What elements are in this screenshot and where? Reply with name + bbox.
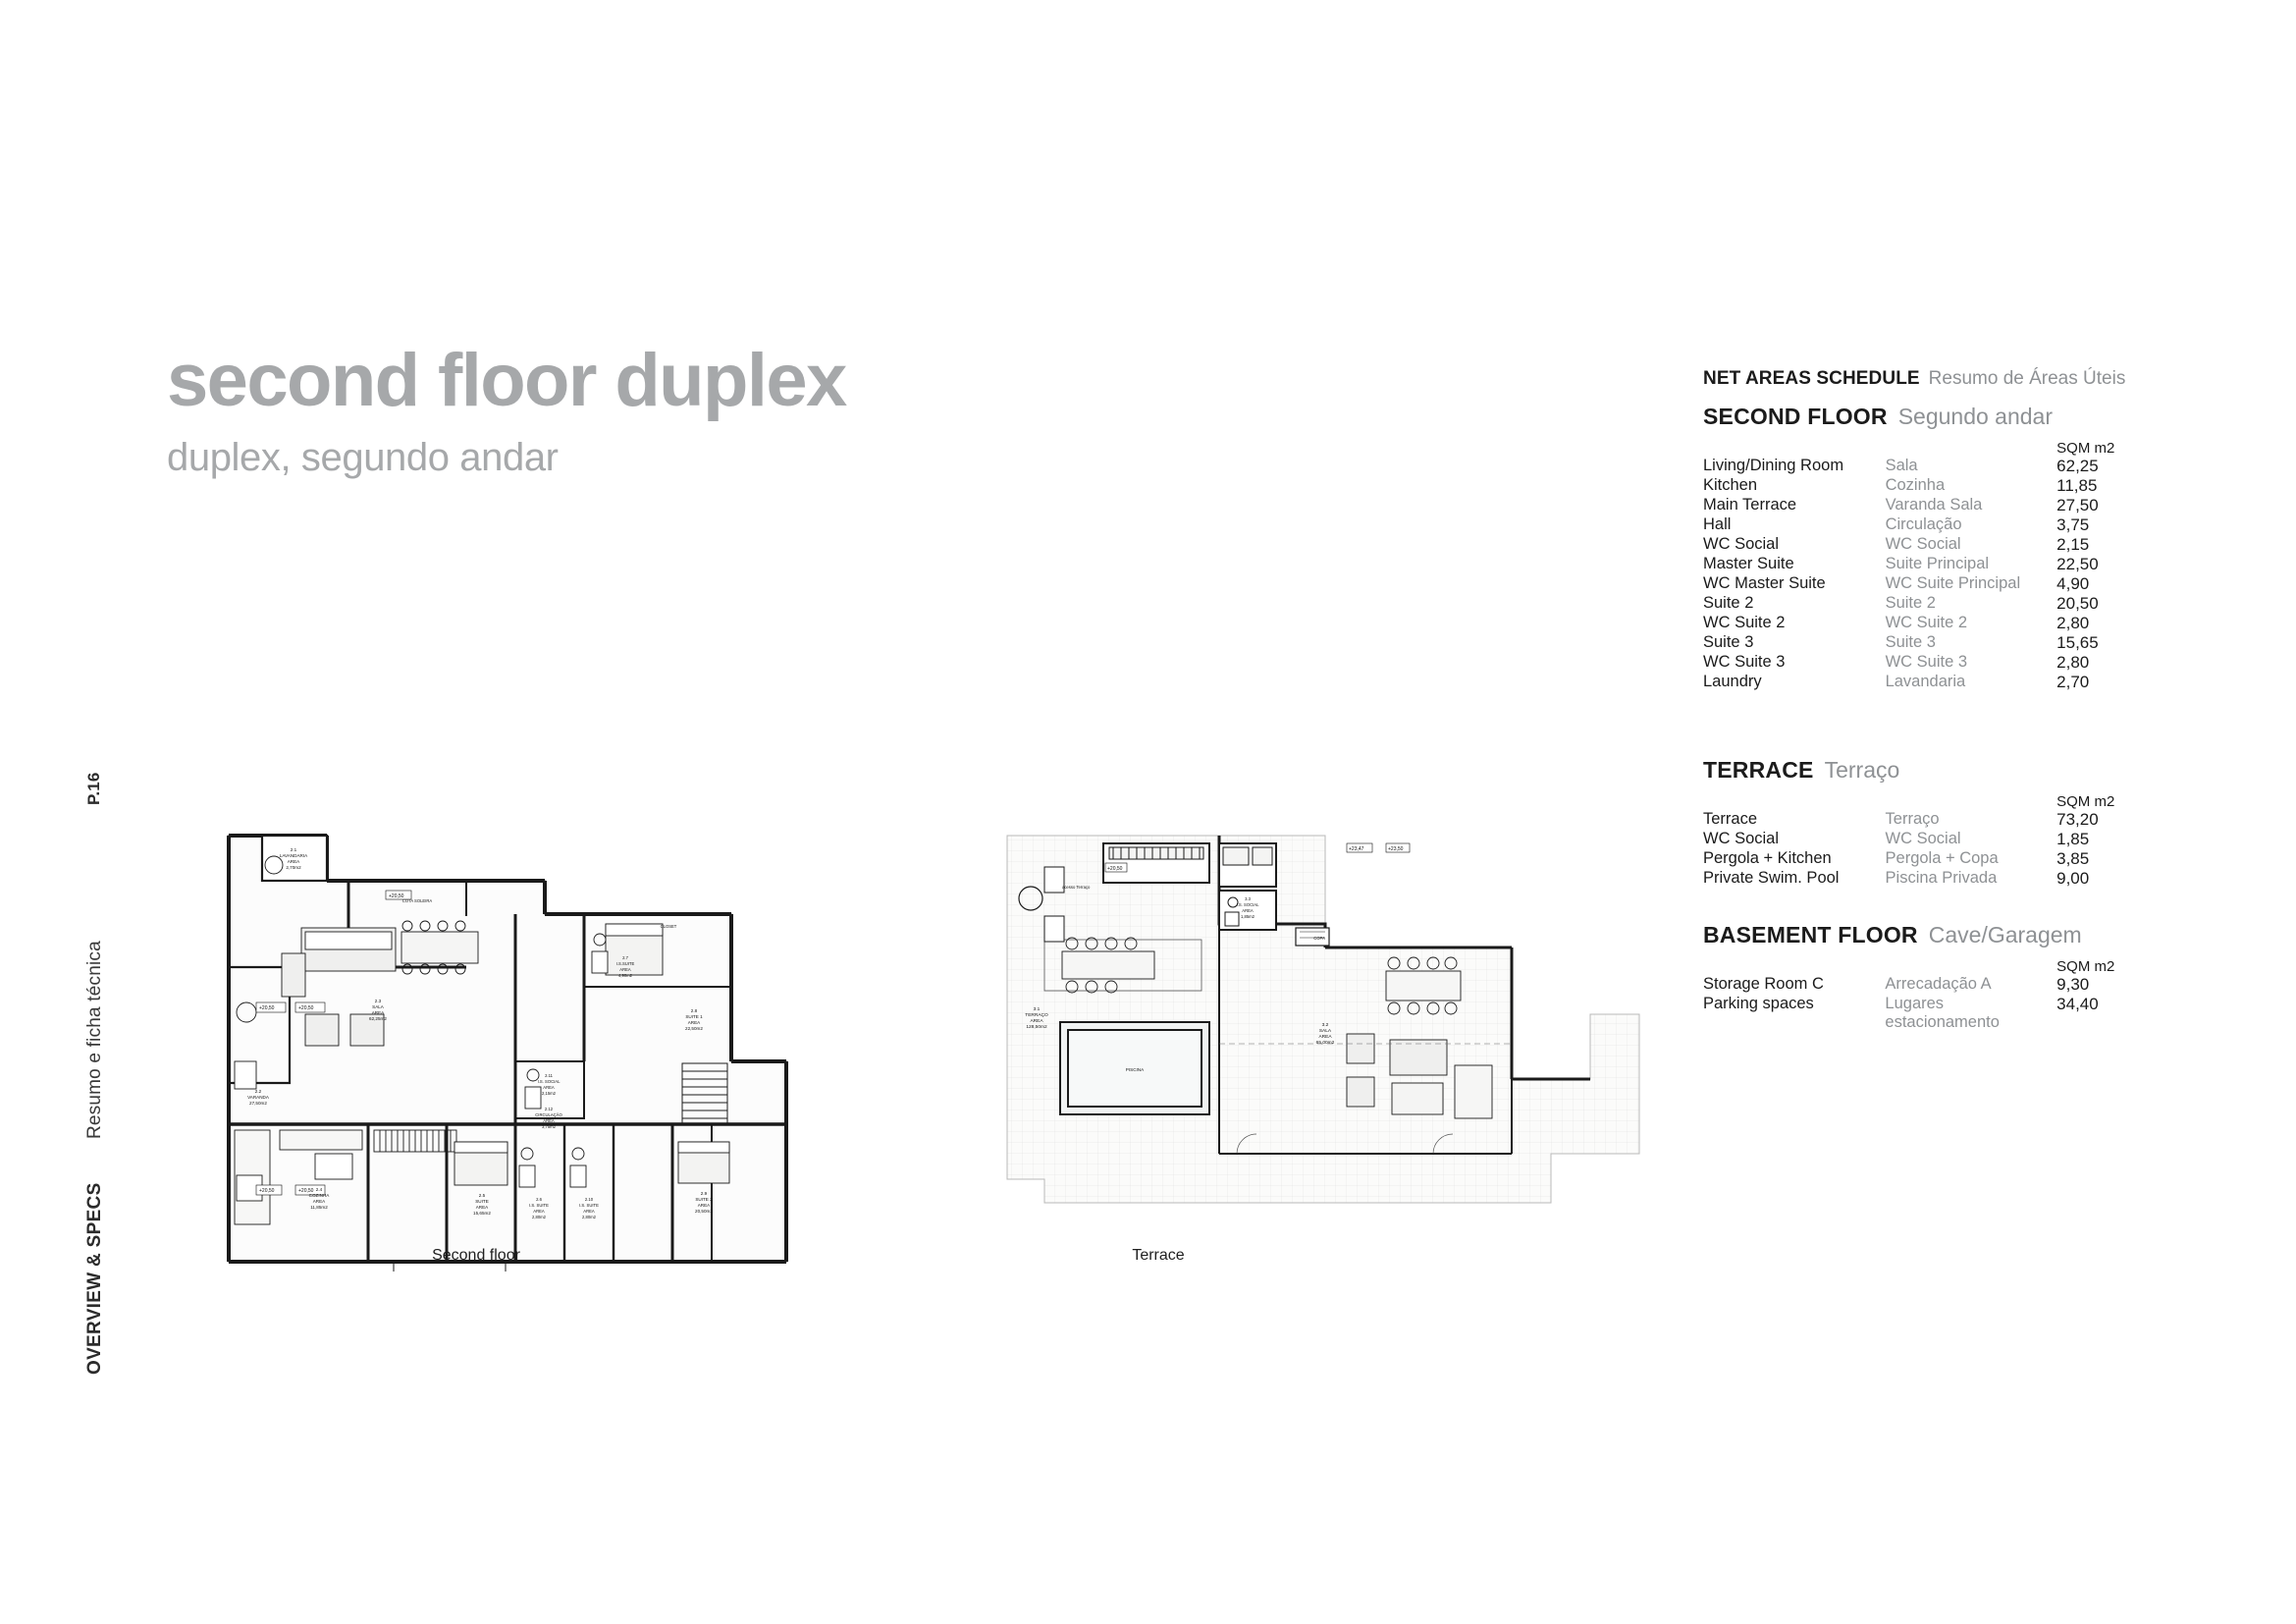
table-row [1703, 849, 2135, 869]
section-sublabel: Resumo e ficha técnica [84, 941, 105, 1139]
row-label-pt: WC Suite 3 [1885, 653, 1968, 671]
sqm-header: SQM m2 [2056, 793, 2115, 810]
row-sqm: 20,50 [2056, 594, 2099, 613]
table-row [1703, 496, 2135, 515]
section-title-pt: Segundo andar [1897, 404, 2053, 429]
svg-text:4,90m2: 4,90m2 [618, 973, 632, 978]
row-label-pt: Piscina Privada [1885, 869, 1998, 887]
sqm-header: SQM m2 [2056, 440, 2115, 457]
table-row [1703, 614, 2135, 633]
row-label-en: Master Suite [1703, 555, 1794, 572]
svg-text:AREA: AREA [619, 967, 631, 972]
svg-text:AREA: AREA [543, 1085, 555, 1090]
table-row [1703, 975, 2135, 995]
svg-text:22,50m2: 22,50m2 [685, 1026, 703, 1031]
row-label-pt: Circulação [1885, 515, 1962, 533]
table-row [1703, 830, 2135, 849]
row-sqm: 2,80 [2056, 653, 2090, 672]
row-label-en: Hall [1703, 515, 1732, 533]
sqm-header: SQM m2 [2056, 958, 2115, 975]
level-tag: +20,50 [1107, 866, 1123, 872]
row-label-en: WC Master Suite [1703, 574, 1826, 592]
row-sqm: 27,50 [2056, 496, 2099, 514]
svg-text:3.1: 3.1 [1033, 1007, 1041, 1012]
row-label-en: Parking spaces [1703, 995, 1814, 1012]
svg-text:CIRCULAÇÃO: CIRCULAÇÃO [535, 1112, 562, 1117]
svg-text:CLOSET: CLOSET [660, 924, 677, 929]
schedule-section-title-second-floor [1703, 404, 2214, 430]
schedule-header [1703, 368, 2214, 390]
table-row [1703, 594, 2135, 614]
svg-text:2.11: 2.11 [545, 1073, 553, 1078]
spacer [1703, 889, 2214, 918]
svg-text:AREA: AREA [475, 1205, 489, 1210]
row-label-en: Main Terrace [1703, 496, 1797, 514]
row-label-en: Storage Room C [1703, 975, 1824, 993]
svg-text:PISCINA: PISCINA [1125, 1067, 1145, 1072]
svg-text:AREA: AREA [533, 1209, 545, 1214]
svg-text:AREA: AREA [1030, 1019, 1043, 1024]
svg-text:2.3: 2.3 [374, 999, 382, 1003]
svg-text:2.7: 2.7 [622, 955, 628, 960]
table-row [1703, 535, 2135, 555]
svg-text:2.6: 2.6 [536, 1197, 542, 1202]
svg-text:SUITE: SUITE [475, 1199, 489, 1204]
svg-text:62,25m2: 62,25m2 [369, 1016, 387, 1021]
section-label: OVERVIEW & SPECS [84, 1182, 105, 1375]
row-label-pt: Suite 3 [1885, 633, 1936, 651]
svg-text:COZINHA: COZINHA [308, 1193, 330, 1198]
section-title-pt: Terraço [1824, 757, 1900, 783]
row-sqm: 3,85 [2056, 849, 2090, 868]
svg-text:3.2: 3.2 [1321, 1023, 1329, 1028]
svg-text:2,80m2: 2,80m2 [582, 1215, 596, 1219]
row-sqm: 73,20 [2056, 810, 2099, 829]
page-title-block [167, 339, 846, 479]
svg-text:2.9: 2.9 [700, 1191, 708, 1196]
svg-text:20,50m2: 20,50m2 [695, 1209, 713, 1214]
row-label-pt: Cozinha [1885, 476, 1946, 494]
svg-text:2.4: 2.4 [315, 1187, 323, 1192]
table-header-row [1703, 793, 2135, 810]
svg-text:2.5: 2.5 [478, 1193, 486, 1198]
svg-text:AREA: AREA [287, 859, 300, 864]
svg-text:I.S.SUITE: I.S.SUITE [615, 961, 635, 966]
svg-text:AREA: AREA [697, 1203, 711, 1208]
section-title-en: TERRACE [1703, 757, 1814, 783]
svg-text:2.1: 2.1 [290, 847, 297, 852]
svg-text:2.12: 2.12 [544, 1107, 554, 1111]
table-header-row [1703, 440, 2135, 457]
row-sqm: 3,75 [2056, 515, 2090, 534]
svg-text:acesso Terraço: acesso Terraço [1062, 885, 1091, 890]
level-tag: +20,50 [298, 1005, 314, 1011]
row-label-pt: WC Social [1885, 535, 1961, 553]
svg-text:SALA: SALA [1318, 1029, 1332, 1034]
row-label-pt: Suite Principal [1885, 555, 1990, 572]
row-sqm: 2,70 [2056, 673, 2090, 691]
row-label-en: WC Social [1703, 830, 1780, 847]
row-label-en: Kitchen [1703, 476, 1758, 494]
svg-text:2,80m2: 2,80m2 [532, 1215, 546, 1219]
schedule-header-en: NET AREAS SCHEDULE [1703, 368, 1920, 389]
row-label-pt: WC Social [1885, 830, 1961, 847]
table-row [1703, 810, 2135, 830]
spacer [1703, 692, 2214, 753]
row-label-en: Laundry [1703, 673, 1762, 690]
second-floor-plan [221, 830, 810, 1272]
svg-text:27,50m2: 27,50m2 [249, 1101, 267, 1106]
svg-text:SALA: SALA [372, 1004, 384, 1009]
row-sqm: 9,30 [2056, 975, 2090, 994]
row-label-en: WC Suite 2 [1703, 614, 1786, 631]
section-title-en: SECOND FLOOR [1703, 404, 1888, 429]
svg-text:COPA: COPA [1313, 936, 1325, 941]
svg-text:2,70m2: 2,70m2 [286, 865, 301, 870]
row-label-en: WC Social [1703, 535, 1780, 553]
schedule-table-terrace [1703, 793, 2135, 889]
schedule-section-title-terrace [1703, 757, 2214, 784]
level-tag: +20,50 [298, 1188, 314, 1194]
svg-text:AREA: AREA [312, 1199, 326, 1204]
row-sqm: 34,40 [2056, 995, 2099, 1013]
svg-text:AREA: AREA [1318, 1035, 1332, 1040]
row-label-en: Living/Dining Room [1703, 457, 1844, 474]
row-sqm: 22,50 [2056, 555, 2099, 573]
section-title-pt: Cave/Garagem [1928, 922, 2082, 947]
table-row [1703, 869, 2135, 889]
svg-text:COTA SOLEIRA: COTA SOLEIRA [401, 898, 433, 903]
terrace-plan [1001, 830, 1649, 1272]
row-label-pt: Lugares estacionamento [1885, 995, 2000, 1031]
table-row [1703, 476, 2135, 496]
terrace-caption: Terrace [1132, 1247, 1185, 1264]
row-label-en: Private Swim. Pool [1703, 869, 1840, 887]
page-number: P.16 [84, 772, 103, 805]
svg-text:2.8: 2.8 [690, 1008, 698, 1013]
svg-text:15,65m2: 15,65m2 [473, 1211, 491, 1216]
svg-text:1,85m2: 1,85m2 [1241, 914, 1255, 919]
level-tag: +20,50 [389, 893, 404, 899]
schedule-section-title-basement [1703, 922, 2214, 948]
svg-text:2.10: 2.10 [584, 1197, 594, 1202]
second-floor-plan-drawing [221, 830, 810, 1272]
terrace-paving [1007, 836, 1639, 1203]
level-tag: +20,50 [259, 1005, 275, 1011]
second-floor-caption: Second floor [432, 1247, 520, 1264]
svg-text:3.3: 3.3 [1245, 896, 1251, 901]
row-label-pt: Lavandaria [1885, 673, 1966, 690]
level-tag: +20,50 [259, 1188, 275, 1194]
row-label-pt: Terraço [1885, 810, 1940, 828]
row-sqm: 11,85 [2056, 476, 2098, 495]
svg-text:AREA: AREA [543, 1118, 555, 1123]
svg-text:3,75m2: 3,75m2 [542, 1124, 556, 1129]
table-row [1703, 555, 2135, 574]
table-row [1703, 574, 2135, 594]
svg-text:AREA: AREA [687, 1020, 701, 1025]
table-row [1703, 457, 2135, 476]
page-subtitle: duplex, segundo andar [167, 436, 559, 479]
row-label-pt: Arrecadação A [1885, 975, 1992, 993]
section-title-en: BASEMENT FLOOR [1703, 922, 1918, 947]
level-tag: +23,50 [1388, 846, 1404, 852]
svg-text:LAVANDARIA: LAVANDARIA [279, 853, 308, 858]
table-row [1703, 515, 2135, 535]
row-label-en: Pergola + Kitchen [1703, 849, 1832, 867]
row-sqm: 2,80 [2056, 614, 2090, 632]
svg-text:TERRAÇO: TERRAÇO [1025, 1013, 1048, 1018]
row-sqm: 15,65 [2056, 633, 2099, 652]
table-row [1703, 673, 2135, 692]
row-sqm: 2,15 [2056, 535, 2090, 554]
svg-text:I.S. SUITE: I.S. SUITE [529, 1203, 549, 1208]
table-row [1703, 653, 2135, 673]
row-label-pt: Sala [1885, 457, 1918, 474]
schedule-table-second-floor [1703, 440, 2135, 692]
row-sqm: 4,90 [2056, 574, 2090, 593]
table-row [1703, 995, 2135, 1032]
svg-text:2.2: 2.2 [254, 1089, 262, 1094]
svg-text:2,15m2: 2,15m2 [542, 1091, 556, 1096]
row-label-pt: WC Suite 2 [1885, 614, 1968, 631]
svg-text:I.S. SOCIAL: I.S. SOCIAL [537, 1079, 561, 1084]
row-sqm: 62,25 [2056, 457, 2099, 475]
schedule-table-basement [1703, 958, 2135, 1032]
svg-text:SUITE 2: SUITE 2 [695, 1197, 713, 1202]
svg-text:SUITE 1: SUITE 1 [685, 1014, 703, 1019]
level-tag: +23,47 [1349, 846, 1364, 852]
svg-text:VARANDA: VARANDA [247, 1095, 269, 1100]
svg-text:AREA: AREA [371, 1010, 385, 1015]
row-sqm: 1,85 [2056, 830, 2090, 848]
row-label-pt: Pergola + Copa [1885, 849, 1999, 867]
table-header-row [1703, 958, 2135, 975]
page-title: second floor duplex [167, 339, 846, 422]
svg-text:AREA: AREA [583, 1209, 595, 1214]
svg-text:AREA: AREA [1242, 908, 1254, 913]
row-sqm: 9,00 [2056, 869, 2090, 888]
svg-text:65,00m2: 65,00m2 [1315, 1041, 1335, 1046]
row-label-en: Suite 3 [1703, 633, 1754, 651]
svg-text:11,85m2: 11,85m2 [310, 1205, 328, 1210]
svg-text:I.S. SOCIAL: I.S. SOCIAL [1236, 902, 1259, 907]
page-rail [63, 746, 105, 1434]
row-label-pt: Varanda Sala [1885, 496, 1983, 514]
row-label-en: WC Suite 3 [1703, 653, 1786, 671]
row-label-en: Terrace [1703, 810, 1758, 828]
row-label-en: Suite 2 [1703, 594, 1754, 612]
svg-text:I.S. SUITE: I.S. SUITE [579, 1203, 599, 1208]
terrace-plan-drawing [1001, 830, 1649, 1272]
row-label-pt: WC Suite Principal [1885, 574, 2021, 592]
row-label-pt: Suite 2 [1885, 594, 1936, 612]
net-areas-schedule [1703, 368, 2214, 1032]
table-row [1703, 633, 2135, 653]
svg-text:128,50m2: 128,50m2 [1026, 1025, 1047, 1030]
schedule-header-pt: Resumo de Áreas Úteis [1928, 368, 2126, 389]
